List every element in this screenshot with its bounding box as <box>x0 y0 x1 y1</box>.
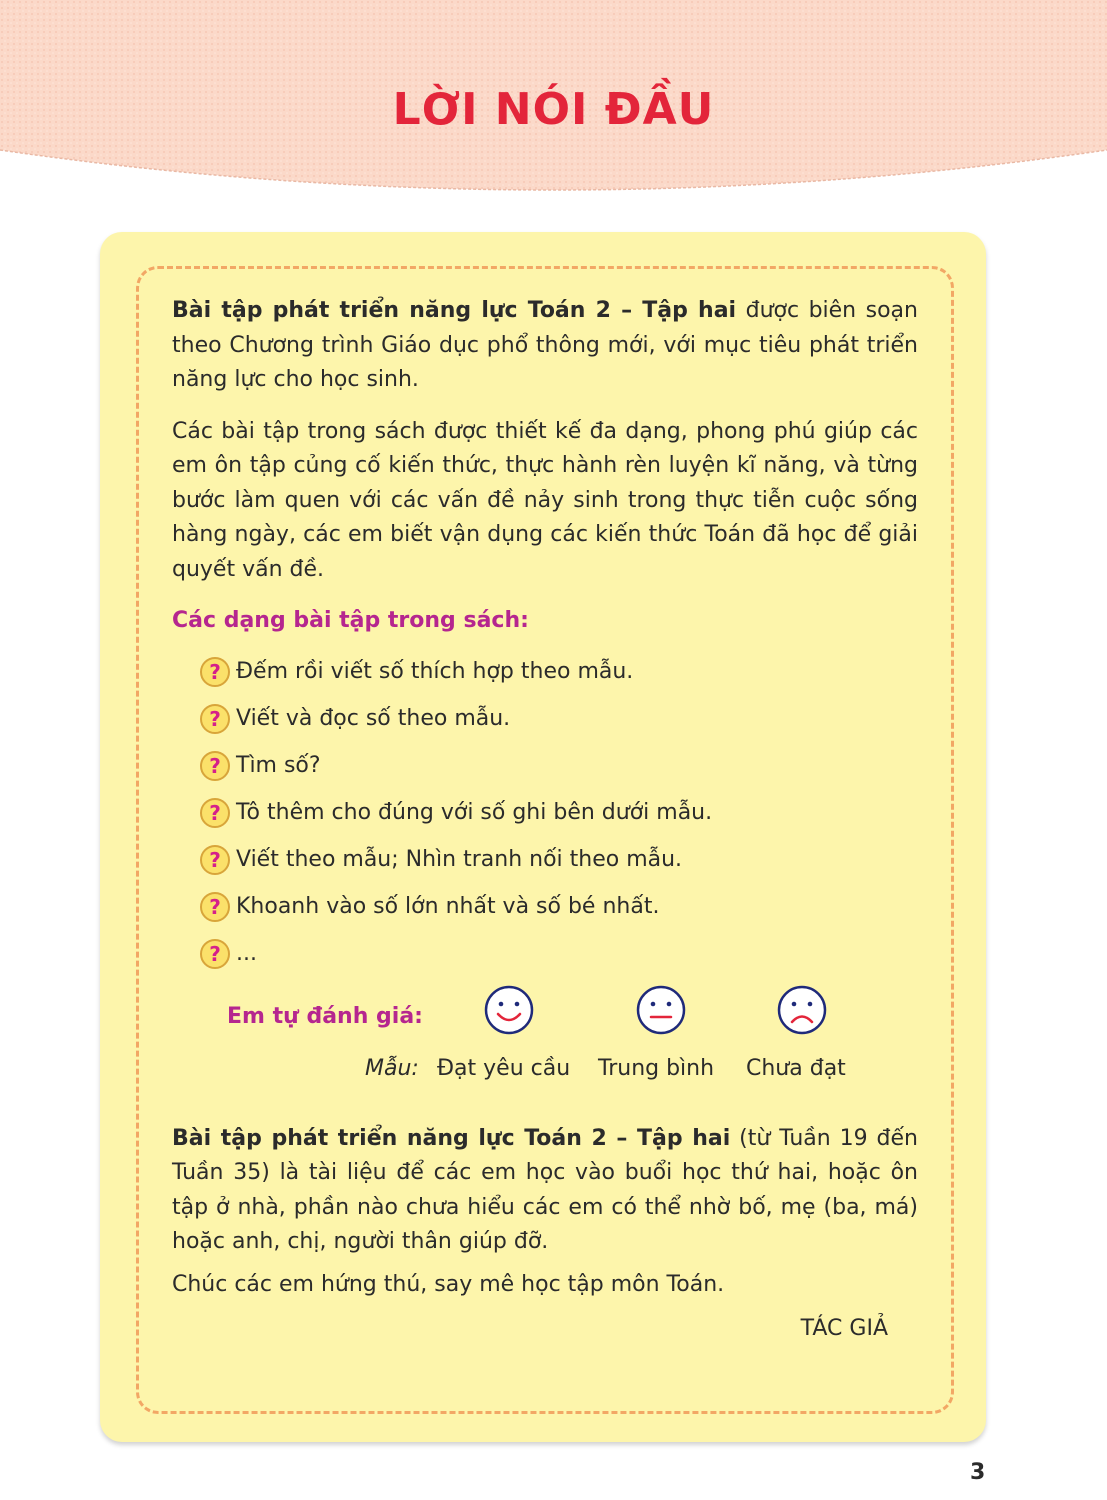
list-item-label: Viết và đọc số theo mẫu. <box>236 705 511 731</box>
closing-line: Chúc các em hứng thú, say mê học tập môn Toán. <box>172 1271 725 1297</box>
self-evaluation-label: Em tự đánh giá: <box>227 1003 423 1029</box>
list-item-label: Tìm số? <box>236 752 321 778</box>
usage-paragraph-text: (từ Tuần 19 đến Tuần 35) là tài liệu để các em học vào buổi học thứ hai, hoặc ôn tập ở nhà, phần nào chưa hiểu các em có thể nhờ bố, mẹ (ba, má) hoặc anh, chị, người thân giúp đỡ. <box>172 1125 918 1254</box>
list-item <box>200 837 918 884</box>
book-title-bold: Bài tập phát triển năng lực Toán 2 – Tập hai <box>172 1125 731 1151</box>
list-item-label: Viết theo mẫu; Nhìn tranh nối theo mẫu. <box>236 846 683 872</box>
page-title: LỜI NÓI ĐẦU <box>392 84 715 135</box>
face-label-pass: Đạt yêu cầu <box>437 1055 571 1081</box>
face-label-fail: Chưa đạt <box>746 1055 846 1081</box>
description-paragraph: Các bài tập trong sách được thiết kế đa dạng, phong phú giúp các em ôn tập củng cố kiến thức, thực hành rèn luyện kĩ năng, và từng bước làm quen với các vấn đề nảy sinh trong thực tiễn cuộc sống hàng ngày, các em biết vận dụng các kiến thức Toán đã học để giải quyết vấn đề. <box>172 418 918 582</box>
face-label-average: Trung bình <box>598 1055 715 1081</box>
list-item-label: Khoanh vào số lớn nhất và số bé nhất. <box>236 893 660 919</box>
usage-paragraph <box>172 1122 918 1260</box>
list-item <box>200 790 918 837</box>
list-item-label: Tô thêm cho đúng với số ghi bên dưới mẫu. <box>236 799 713 825</box>
intro-paragraph <box>172 294 918 398</box>
list-item <box>200 696 918 743</box>
author-signature: TÁC GIẢ <box>800 1316 888 1341</box>
question-mark-icon: ? <box>200 892 230 922</box>
question-mark-icon: ? <box>200 798 230 828</box>
book-title-bold: Bài tập phát triển năng lực Toán 2 – Tập hai <box>172 298 737 323</box>
question-mark-icon: ? <box>200 845 230 875</box>
question-mark-icon: ? <box>200 657 230 687</box>
smiley-face-icon <box>483 984 535 1036</box>
exercise-types-heading: Các dạng bài tập trong sách: <box>172 608 529 633</box>
question-mark-icon: ? <box>200 939 230 969</box>
list-item <box>200 649 918 696</box>
question-mark-icon: ? <box>200 751 230 781</box>
sad-face-icon <box>776 984 828 1036</box>
list-item <box>200 884 918 931</box>
self-evaluation <box>172 984 918 1114</box>
list-item <box>200 743 918 790</box>
list-item-label: Đếm rồi viết số thích hợp theo mẫu. <box>236 658 634 684</box>
exercise-types-list <box>172 649 918 978</box>
list-item <box>200 931 918 978</box>
sample-label: Mẫu: <box>365 1055 419 1081</box>
intro-paragraph-text: được biên soạn theo Chương trình Giáo dục phổ thông mới, với mục tiêu phát triển năng lực cho học sinh. <box>172 298 918 392</box>
neutral-face-icon <box>635 984 687 1036</box>
preface-content <box>172 294 918 1347</box>
question-mark-icon: ? <box>200 704 230 734</box>
list-item-label: ... <box>236 940 257 966</box>
page-number: 3 <box>970 1460 986 1485</box>
